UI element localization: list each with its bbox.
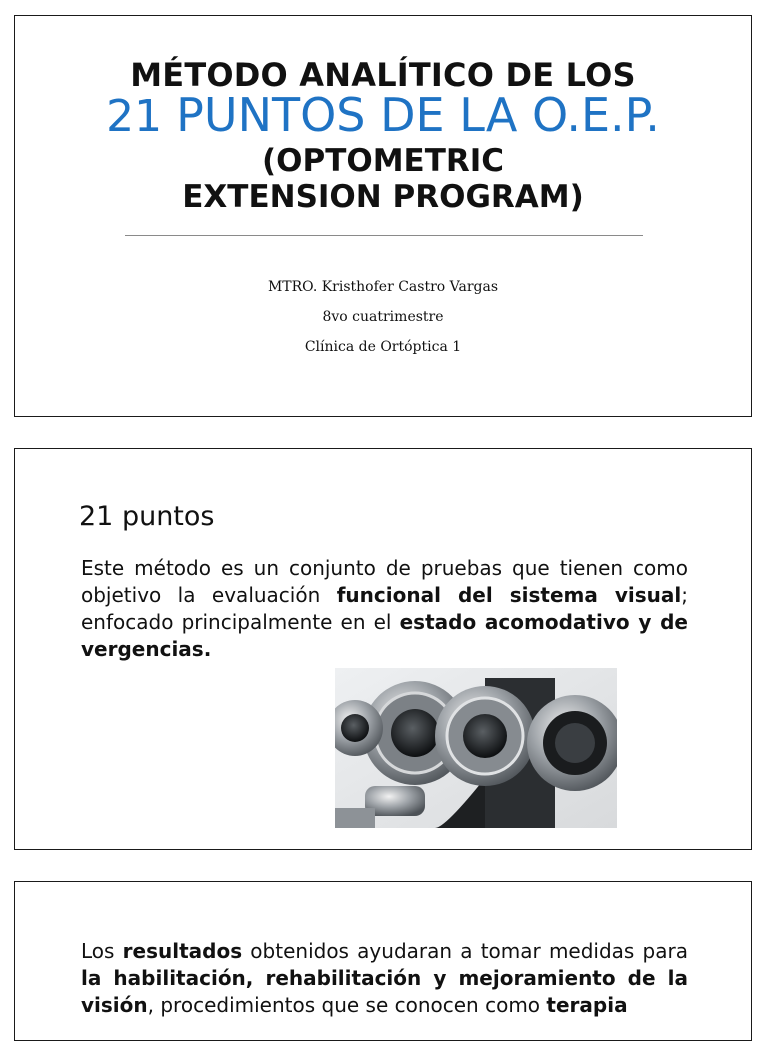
phoropter-photo (335, 668, 617, 828)
subtitle: (OPTOMETRIC EXTENSION PROGRAM) (182, 143, 584, 215)
text-run: obtenidos ayudaran a tomar medidas para (242, 939, 688, 963)
title-line-2 (15, 88, 751, 142)
title-number: 21 (106, 91, 163, 142)
slide-21-puntos (14, 448, 752, 850)
slide-paragraph (81, 555, 688, 663)
text-run: , procedimientos que se conocen como (147, 993, 547, 1017)
author: MTRO. Kristhofer Castro Vargas (267, 279, 499, 295)
bold-run: resultados (122, 939, 243, 963)
text-run: ; enfocado principalmente en el (81, 583, 689, 634)
bold-run: estado acomodativo y de vergencias. (81, 610, 688, 661)
bold-run: la habilitación, rehabilitación y mejoramiento de la visión (81, 966, 688, 1017)
text-run: Los (81, 939, 123, 963)
bold-run: terapia (546, 993, 628, 1017)
term: 8vo cuatrimestre (322, 309, 444, 325)
title-main: PUNTOS DE LA O.E.P. (176, 88, 660, 142)
divider (125, 235, 643, 236)
course: Clínica de Ortóptica 1 (304, 339, 462, 355)
bold-run: funcional del sistema visual (336, 583, 682, 607)
title-line-1: MÉTODO ANALÍTICO DE LOS (130, 56, 636, 94)
slide-paragraph (81, 938, 688, 1019)
slide-resultados (14, 881, 752, 1041)
slide-title (14, 15, 752, 417)
text-run: Este método es un conjunto de pruebas que tienen como objetivo la evaluación (81, 556, 688, 607)
slide-heading: 21 puntos (79, 501, 215, 532)
